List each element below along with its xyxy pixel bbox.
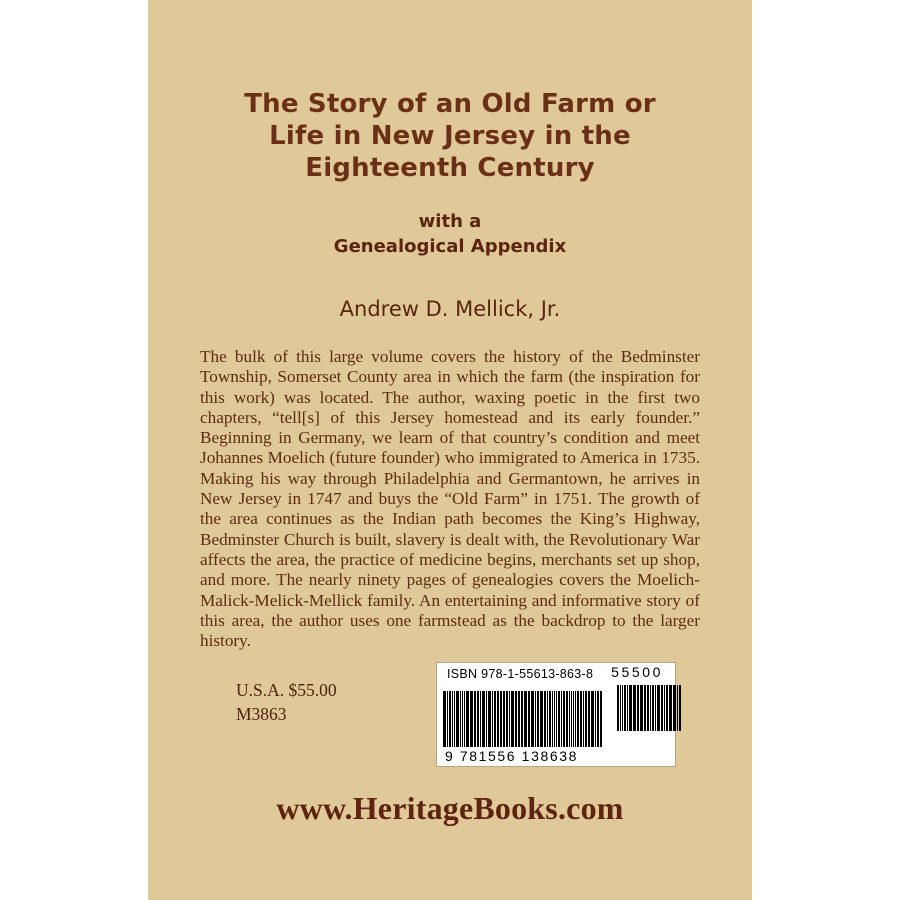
barcode-bar <box>647 685 649 731</box>
barcode-bar <box>452 691 453 747</box>
barcode-bar <box>629 685 632 731</box>
barcode-bar <box>511 691 512 747</box>
title-line-3: Eighteenth Century <box>305 153 595 183</box>
barcode-bar <box>460 691 462 747</box>
barcode-bar <box>624 685 626 731</box>
barcode-bar <box>506 691 508 747</box>
book-title <box>148 88 752 184</box>
barcode-bar <box>558 691 560 747</box>
barcode-bar <box>488 691 491 747</box>
barcode-bar <box>617 685 619 731</box>
subtitle-line-2: Genealogical Appendix <box>333 236 567 257</box>
barcode-bar <box>486 691 488 747</box>
barcode-bar <box>597 691 600 747</box>
barcode-bar <box>454 691 455 747</box>
barcode-bar <box>540 691 543 747</box>
item-code-text: M3863 <box>236 704 287 724</box>
book-author: Andrew D. Mellick, Jr. <box>339 297 561 321</box>
subtitle-line-1: with a <box>418 211 482 232</box>
barcode-bar <box>669 685 672 731</box>
barcode-bar <box>531 691 534 747</box>
barcode-bar <box>500 691 502 747</box>
barcode-bar <box>552 691 553 747</box>
barcode-bar <box>583 691 584 747</box>
barcode-bar <box>677 685 678 731</box>
barcode-bar <box>591 691 594 747</box>
barcode-bar <box>535 691 537 747</box>
barcode-bar <box>573 691 575 747</box>
price-text: U.S.A. $55.00 <box>236 680 337 700</box>
barcode-bar <box>447 691 449 747</box>
barcode-bar <box>494 691 496 747</box>
barcode-bar <box>547 691 548 747</box>
barcode-bar <box>497 691 500 747</box>
barcode-bar <box>679 685 681 731</box>
barcode-bar <box>537 691 539 747</box>
barcode-bar <box>595 691 596 747</box>
barcode-bar <box>466 691 469 747</box>
barcode-bar <box>577 691 579 747</box>
barcode-bar <box>673 685 676 731</box>
barcode-bar <box>566 691 568 747</box>
barcode-bar <box>600 691 602 747</box>
barcode-bar <box>443 691 446 747</box>
barcode-bar <box>637 685 639 731</box>
barcode-bar <box>640 685 643 731</box>
barcode-bar <box>470 691 473 747</box>
barcode-bar <box>477 691 479 747</box>
barcode-bar <box>569 691 570 747</box>
barcode-bar <box>515 691 517 747</box>
barcode-bar <box>644 685 646 731</box>
barcode-bar <box>585 691 588 747</box>
book-description: The bulk of this large volume covers the history of the Bedminster Township, Somerset County area in which the farm (the inspiration for this work) was located. The author, waxing poetic in the first two chapters, “tell[s] of this Jersey homestead and its early founder.” Beginning in Germany, we learn of that country’s condition and meet Johannes Moelich (future founder) who immigrated to America in 1735. Making his way through Philadelphia and Germantown, he arrives in New Jersey in 1747 and buys the “Old Farm” in 1751. The growth of the area continues as the Indian path becomes the King’s Highway, Bedminster Church is built, slavery is dealt with, the Revolutionary War affects the area, the practice of medicine begins, merchants set up shop, and more. The nearly ninety pages of genealogies covers the Moelich-Malick-Melick-Mellick family. An entertaining and informative story of this area, the author uses one farmstead as the backdrop to the larger history. <box>200 347 700 651</box>
barcode-bar <box>664 685 665 731</box>
barcode-bar <box>622 685 623 731</box>
barcode-bar <box>544 691 547 747</box>
barcode-bar <box>482 691 485 747</box>
barcode-bar <box>580 691 582 747</box>
barcode-bar <box>633 685 636 731</box>
barcode-bar <box>627 685 628 731</box>
barcode-bar <box>666 685 668 731</box>
book-subtitle <box>148 209 752 259</box>
barcode-bar <box>549 691 551 747</box>
barcode-bar <box>503 691 505 747</box>
cover-footer <box>148 662 752 900</box>
barcode-addon-digits: 55500 <box>611 664 663 680</box>
barcode-bar <box>657 685 660 731</box>
barcode-bar <box>588 691 590 747</box>
barcode-bar <box>554 691 555 747</box>
barcode-bar <box>464 691 465 747</box>
barcode-bar <box>512 691 514 747</box>
barcode-bar <box>661 685 663 731</box>
barcode-bar <box>480 691 481 747</box>
publisher-website: www.HeritageBooks.com <box>276 790 624 826</box>
barcode-main-bars <box>443 685 603 747</box>
barcode-bar <box>561 691 563 747</box>
barcode-bar <box>571 691 572 747</box>
barcode-bar <box>518 691 520 747</box>
barcode-bar <box>655 685 656 731</box>
book-cover <box>148 0 752 900</box>
barcode-bar <box>521 691 524 747</box>
barcode-bar <box>492 691 493 747</box>
barcode-bar <box>652 685 654 731</box>
barcode-addon-bars <box>617 685 682 733</box>
barcode-bar <box>456 691 459 747</box>
title-line-2: Life in New Jersey in the <box>269 121 631 151</box>
barcode-bar <box>509 691 510 747</box>
barcode <box>436 662 676 767</box>
barcode-bar <box>528 691 530 747</box>
barcode-bar <box>524 691 527 747</box>
barcode-bar <box>563 691 565 747</box>
isbn-text: ISBN 978-1-55613-863-8 <box>447 667 594 681</box>
barcode-bar <box>462 691 463 747</box>
barcode-ean-digits: 9 781556 138638 <box>445 748 578 764</box>
price-block <box>236 678 337 726</box>
barcode-bar <box>474 691 477 747</box>
barcode-bar <box>556 691 557 747</box>
barcode-bar <box>575 691 576 747</box>
barcode-bar <box>620 685 621 731</box>
barcode-bar <box>650 685 651 731</box>
barcode-bar <box>449 691 451 747</box>
title-line-1: The Story of an Old Farm or <box>244 89 656 119</box>
